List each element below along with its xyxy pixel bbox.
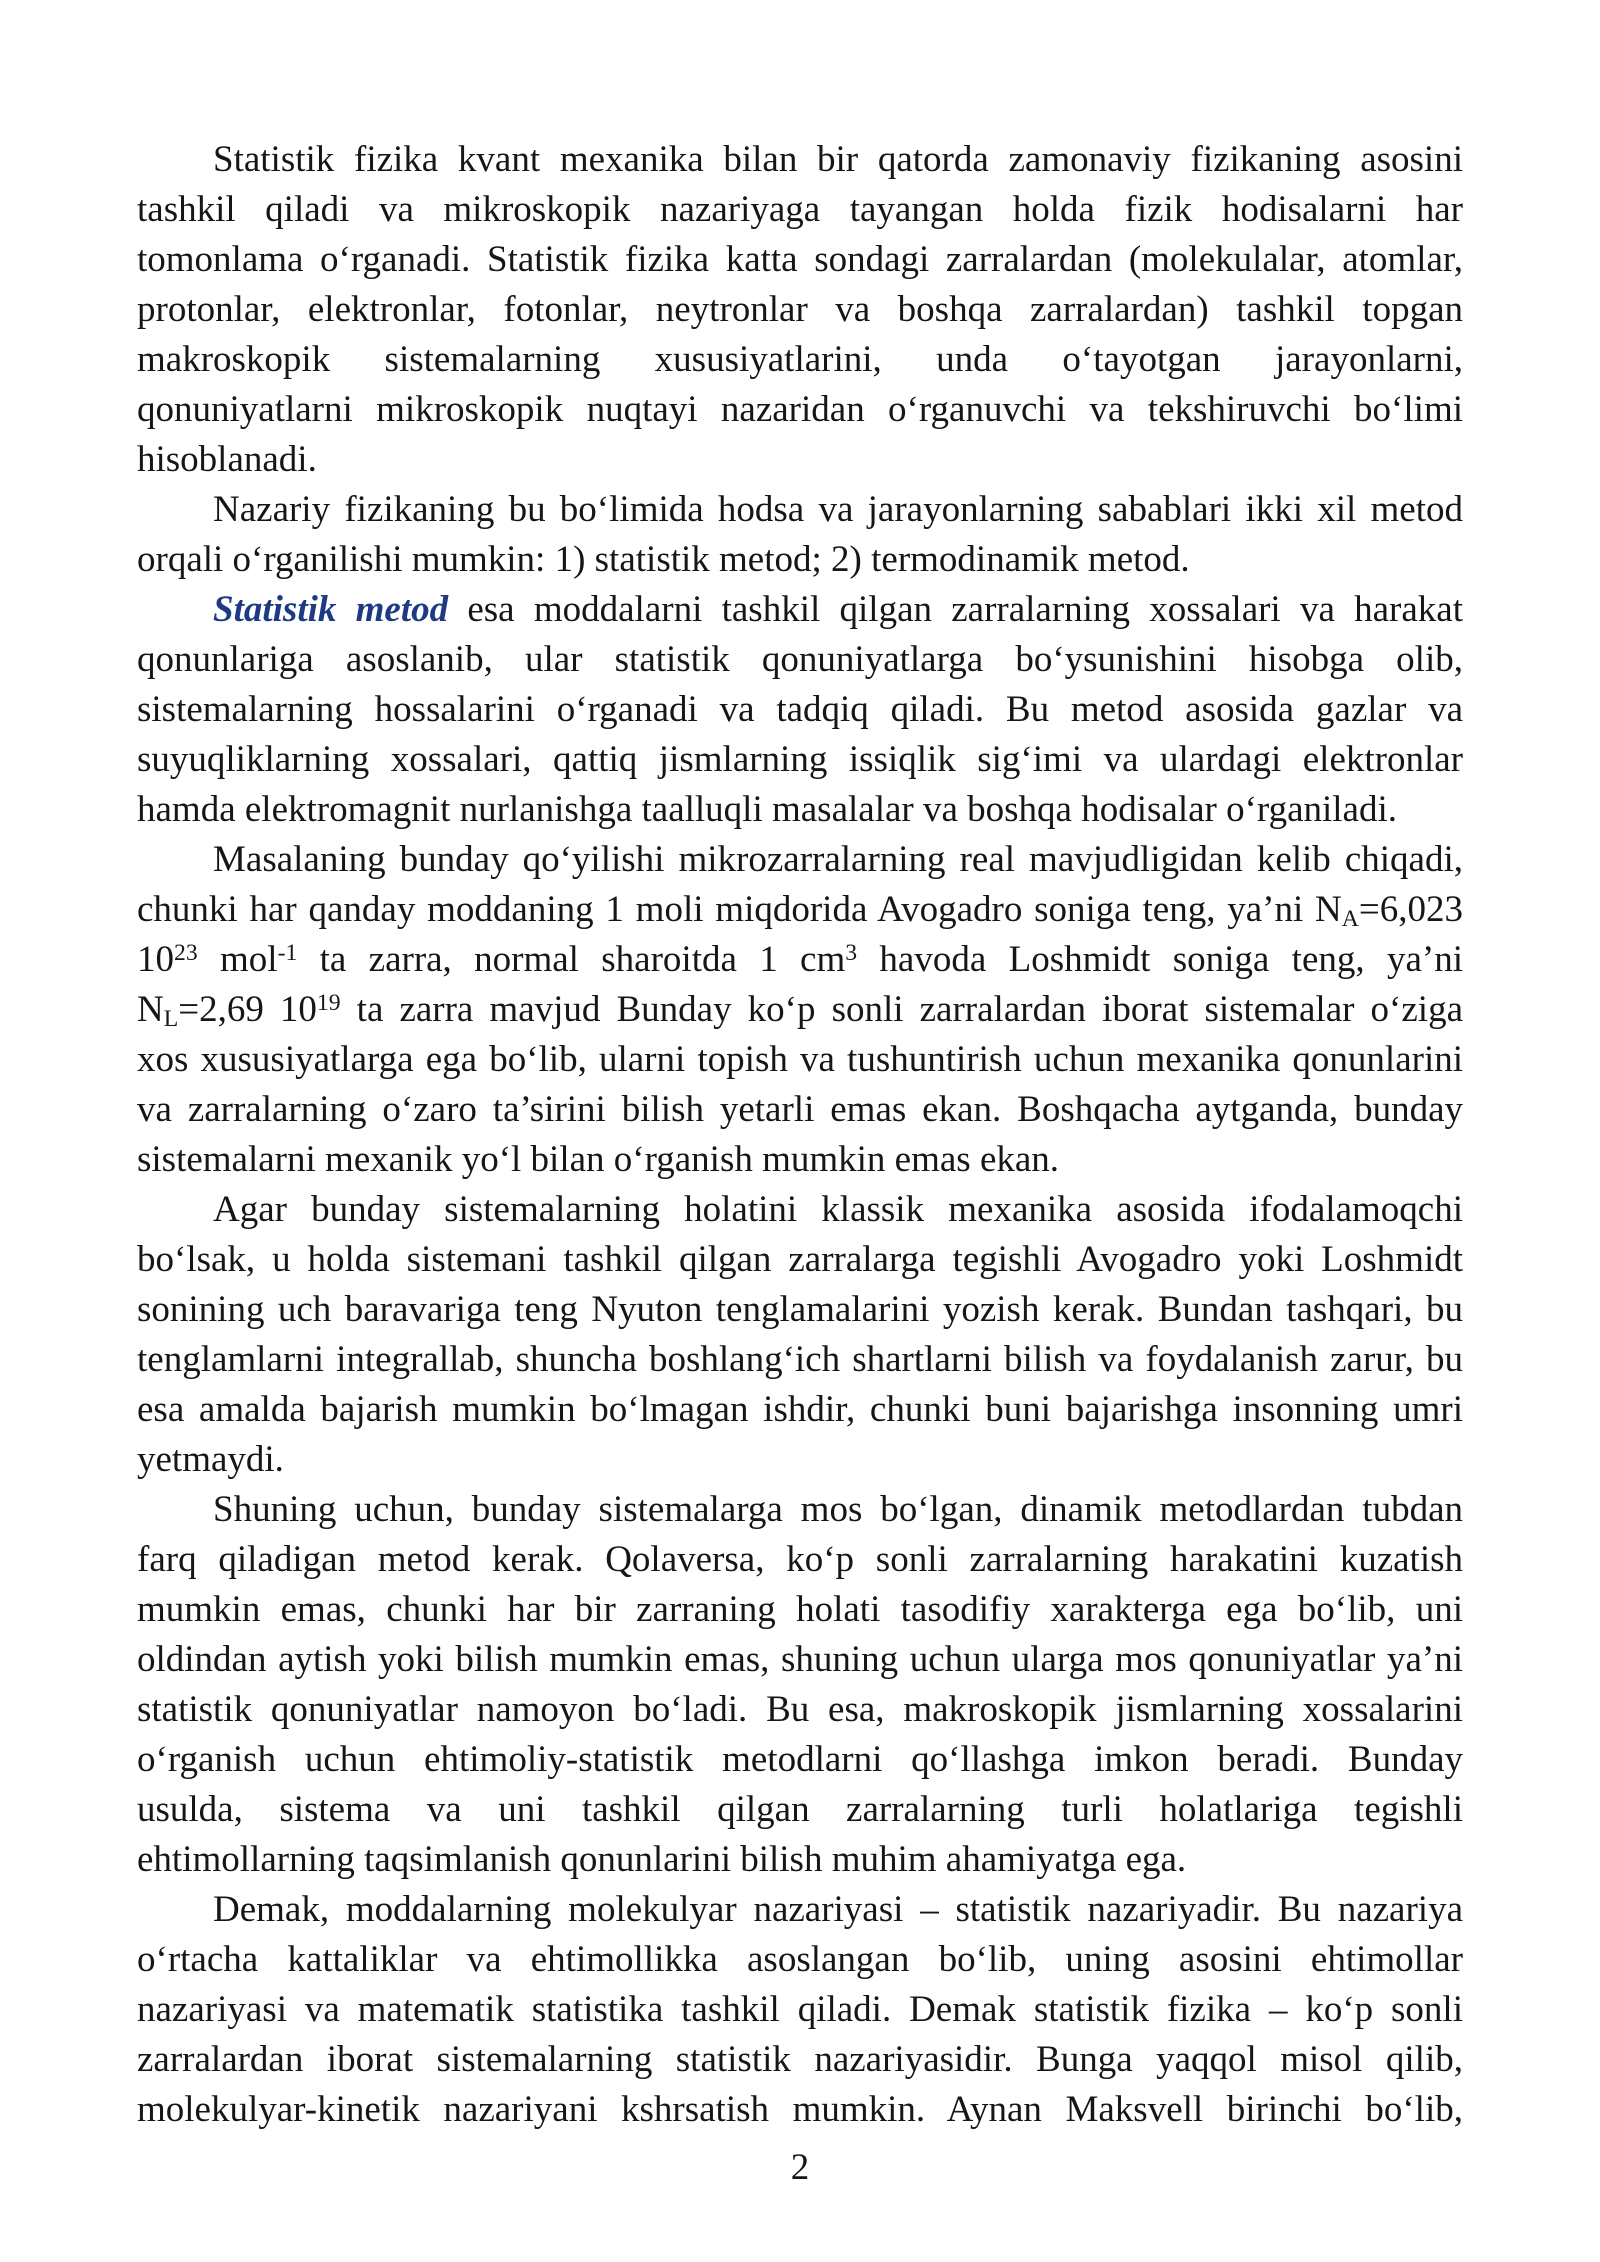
text-segment: esa moddalarni tashkil qilgan zarralarning xossalari va harakat — [448, 589, 1463, 630]
text-line: tenglamlarni integrallab, shuncha boshlang‘ich shartlarni bilish va foydalanish zarur, bu — [137, 1339, 1463, 1380]
text-line: suyuqliklarning xossalari, qattiq jismlarning issiqlik sig‘imi va ulardagi elektronlar — [137, 739, 1463, 780]
text-line: hamda elektromagnit nurlanishga taalluqli masalalar va boshqa hodisalar o‘rganiladi. — [137, 789, 1398, 830]
text-segment: chunki har qanday moddaning 1 moli miqdorida Avogadro soniga teng, ya’ni N — [137, 889, 1342, 930]
text-segment: ta zarra mavjud Bunday ko‘p sonli zarralardan iborat sistemalar o‘ziga — [340, 989, 1463, 1030]
superscript: 3 — [845, 939, 858, 966]
text-line — [137, 885, 1463, 935]
text-line: orqali o‘rganilishi mumkin: 1) statistik metod; 2) termodinamik metod. — [137, 539, 1190, 580]
superscript: 23 — [174, 939, 198, 966]
paragraph — [137, 485, 1463, 585]
text-line: Shuning uchun, bunday sistemalarga mos bo‘lgan, dinamik metodlardan tubdan — [213, 1489, 1463, 1530]
text-segment: N — [137, 989, 164, 1030]
superscript: -1 — [277, 939, 298, 966]
text-line: tashkil qiladi va mikroskopik nazariyaga tayangan holda fizik hodisalarni har — [137, 189, 1463, 230]
text-line — [137, 985, 1463, 1035]
paragraph — [137, 585, 1463, 835]
text-line: yetmaydi. — [137, 1439, 284, 1480]
text-line — [137, 935, 1463, 985]
text-line: sistemalarning hossalarini o‘rganadi va tadqiq qiladi. Bu metod asosida gazlar va — [137, 689, 1463, 730]
text-line: Nazariy fizikaning bu bo‘limida hodsa va jarayonlarning sabablari ikki xil metod — [213, 489, 1463, 530]
paragraph — [137, 1885, 1463, 2135]
text-line: Statistik fizika kvant mexanika bilan bir qatorda zamonaviy fizikaning asosini — [213, 139, 1463, 180]
text-line: esa amalda bajarish mumkin bo‘lmagan ishdir, chunki buni bajarishga insonning umri — [137, 1389, 1463, 1430]
text-segment: =2,69 10 — [178, 989, 317, 1030]
emphasis-term: Statistik metod — [213, 589, 449, 630]
text-segment: mol — [197, 939, 278, 980]
text-line: oldindan aytish yoki bilish mumkin emas, shuning uchun ularga mos qonuniyatlar ya’ni — [137, 1639, 1463, 1680]
text-line: Demak, moddalarning molekulyar nazariyasi – statistik nazariyadir. Bu nazariya — [213, 1889, 1463, 1930]
text-line: molekulyar-kinetik nazariyani kshrsatish mumkin. Aynan Maksvell birinchi bo‘lib, — [137, 2089, 1463, 2130]
text-line: sonining uch baravariga teng Nyuton tenglamalarini yozish kerak. Bundan tashqari, bu — [137, 1289, 1463, 1330]
text-line: bo‘lsak, u holda sistemani tashkil qilgan zarralarga tegishli Avogadro yoki Loshmidt — [137, 1239, 1463, 1280]
text-segment: ta zarra, normal sharoitda 1 cm — [297, 939, 846, 980]
text-line: hisoblanadi. — [137, 439, 317, 480]
subscript: A — [1341, 906, 1359, 933]
text-line: qonuniyatlarni mikroskopik nuqtayi nazaridan o‘rganuvchi va tekshiruvchi bo‘limi — [137, 389, 1463, 430]
text-line: protonlar, elektronlar, fotonlar, neytronlar va boshqa zarralardan) tashkil topgan — [137, 289, 1463, 330]
text-line: sistemalarni mexanik yo‘l bilan o‘rganish mumkin emas ekan. — [137, 1139, 1060, 1180]
text-segment: =6,023 — [1358, 889, 1463, 930]
text-line: qonunlariga asoslanib, ular statistik qonuniyatlarga bo‘ysunishini hisobga olib, — [137, 639, 1463, 680]
page-number: 2 — [790, 2147, 810, 2188]
text-line: va zarralarning o‘zaro ta’sirini bilish yetarli emas ekan. Boshqacha aytganda, bunday — [137, 1089, 1463, 1130]
text-line: xos xususiyatlarga ega bo‘lib, ularni topish va tushuntirish uchun mexanika qonunlarini — [137, 1039, 1463, 1080]
text-line: statistik qonuniyatlar namoyon bo‘ladi. Bu esa, makroskopik jismlarning xossalarini — [137, 1689, 1463, 1730]
text-segment: havoda Loshmidt soniga teng, ya’ni — [857, 939, 1463, 980]
text-line: farq qiladigan metod kerak. Qolaversa, ko‘p sonli zarralarning harakatini kuzatish — [137, 1539, 1463, 1580]
text-line: zarralardan iborat sistemalarning statistik nazariyasidir. Bunga yaqqol misol qilib, — [137, 2039, 1463, 2080]
text-line: usulda, sistema va uni tashkil qilgan zarralarning turli holatlariga tegishli — [137, 1789, 1463, 1830]
text-line: tomonlama o‘rganadi. Statistik fizika katta sondagi zarralardan (molekulalar, atomlar, — [137, 239, 1463, 280]
text-line: Masalaning bunday qo‘yilishi mikrozarralarning real mavjudligidan kelib chiqadi, — [213, 839, 1463, 880]
text-line — [137, 585, 1463, 635]
paragraph — [137, 135, 1463, 485]
text-line: ehtimollarning taqsimlanish qonunlarini bilish muhim ahamiyatga ega. — [137, 1839, 1187, 1880]
text-line: makroskopik sistemalarning xususiyatlarini, unda o‘tayotgan jarayonlarni, — [137, 339, 1463, 380]
text-line: o‘rganish uchun ehtimoliy-statistik metodlarni qo‘llashga imkon beradi. Bunday — [137, 1739, 1463, 1780]
text-line: Agar bunday sistemalarning holatini klassik mexanika asosida ifodalamoqchi — [213, 1189, 1463, 1230]
subscript: L — [163, 1006, 179, 1033]
paragraph — [137, 1485, 1463, 1885]
page-body — [137, 135, 1463, 2135]
text-line: mumkin emas, chunki har bir zarraning holati tasodifiy xarakterga ega bo‘lib, uni — [137, 1589, 1463, 1630]
superscript: 19 — [316, 989, 341, 1016]
paragraph — [137, 835, 1463, 1185]
paragraph — [137, 1185, 1463, 1485]
text-line: o‘rtacha kattaliklar va ehtimollikka asoslangan bo‘lib, uning asosini ehtimollar — [137, 1939, 1463, 1980]
text-segment: 10 — [137, 939, 174, 980]
text-line: nazariyasi va matematik statistika tashkil qiladi. Demak statistik fizika – ko‘p sonli — [137, 1989, 1463, 2030]
